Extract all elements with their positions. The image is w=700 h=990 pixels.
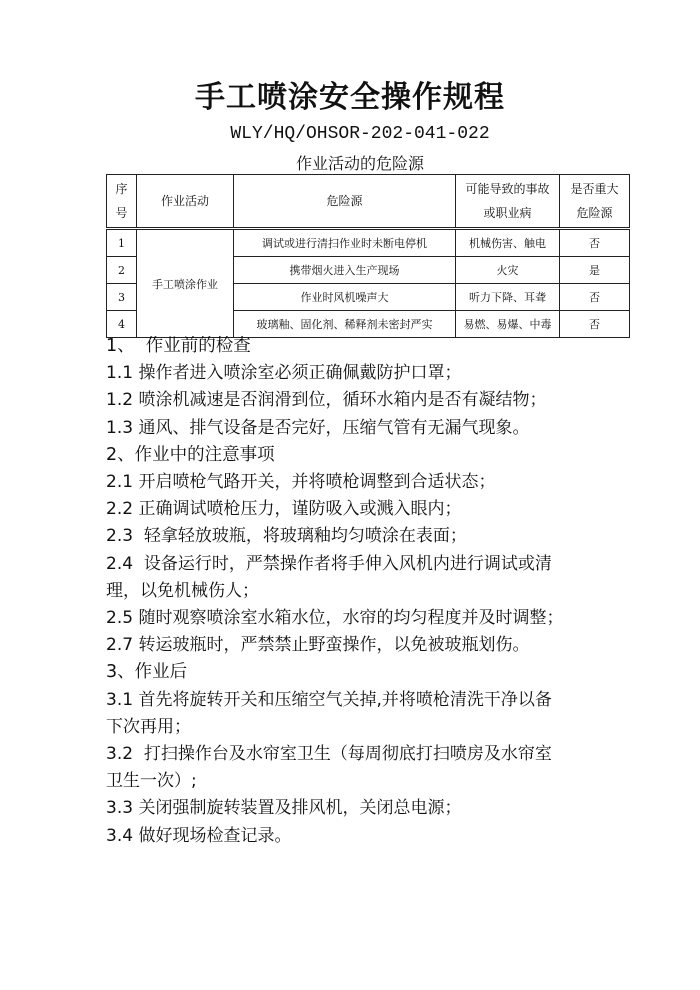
procedure-line: 3.4 做好现场检查记录。 — [106, 825, 292, 846]
section-heading: 1、 作业前的检查 — [106, 336, 251, 356]
procedure-line: 2.2 正确调试喷枪压力，谨防吸入或溅入眼内； — [106, 499, 462, 520]
row-major: 是 — [560, 257, 630, 284]
activity-cell: 手工喷涂作业 — [137, 229, 234, 338]
procedure-line: 理，以免机械伤人； — [106, 580, 259, 601]
procedure-line: 2.1 开启喷枪气路开关，并将喷枪调整到合适状态； — [106, 472, 496, 493]
header-major: 是否重大 危险源 — [560, 175, 630, 229]
procedure-line: 下次再用； — [106, 716, 191, 737]
row-hazard: 玻璃釉、固化剂、稀释剂未密封严实 — [234, 311, 456, 338]
hazard-table — [106, 174, 630, 338]
procedure-line: 2.4 设备运行时，严禁操作者将手伸入风机内进行调试或清 — [106, 553, 552, 574]
table-header-row — [107, 175, 630, 229]
row-major: 否 — [560, 311, 630, 338]
row-hazard: 携带烟火进入生产现场 — [234, 257, 456, 284]
procedure-line: 2.5 随时观察喷涂室水箱水位，水帘的均匀程度并及时调整； — [106, 608, 564, 629]
row-seq: 4 — [107, 311, 137, 338]
row-consequence: 机械伤害、触电 — [456, 229, 560, 257]
row-hazard: 调试或进行清扫作业时未断电停机 — [234, 229, 456, 257]
row-hazard: 作业时风机噪声大 — [234, 284, 456, 311]
header-consequence: 可能导致的事故 或职业病 — [456, 175, 560, 229]
table-title: 作业活动的危险源 — [295, 154, 424, 173]
document-code: WLY/HQ/OHSOR-202-041-022 — [230, 124, 490, 144]
header-activity: 作业活动 — [137, 175, 234, 229]
procedure-line: 1.2 喷涂机减速是否润滑到位，循环水箱内是否有凝结物； — [106, 390, 547, 411]
section-heading: 2、作业中的注意事项 — [106, 444, 275, 465]
procedure-line: 3.1 首先将旋转开关和压缩空气关掉,并将喷枪清洗干净以备 — [106, 689, 552, 710]
procedure-line: 1.3 通风、排气设备是否完好，压缩气管有无漏气现象。 — [106, 417, 530, 438]
row-seq: 1 — [107, 229, 137, 257]
row-consequence: 听力下降、耳聋 — [456, 284, 560, 311]
header-seq: 序 号 — [107, 175, 137, 229]
procedure-line: 1.1 操作者进入喷涂室必须正确佩戴防护口罩； — [106, 363, 462, 384]
row-consequence: 火灾 — [456, 257, 560, 284]
document-title: 手工喷涂安全操作规程 — [195, 80, 505, 115]
row-consequence: 易燃、易爆、中毒 — [456, 311, 560, 338]
row-seq: 3 — [107, 284, 137, 311]
procedure-line: 卫生一次）; — [106, 771, 197, 792]
header-hazard: 危险源 — [234, 175, 456, 229]
procedure-line: 3.3 关闭强制旋转装置及排风机，关闭总电源； — [106, 798, 462, 819]
procedure-line: 3.2 打扫操作台及水帘室卫生（每周彻底打扫喷房及水帘室 — [106, 744, 552, 765]
procedure-body — [106, 333, 606, 850]
row-seq: 2 — [107, 257, 137, 284]
procedure-line: 2.3 轻拿轻放玻瓶，将玻璃釉均匀喷涂在表面； — [106, 526, 467, 547]
section-heading: 3、作业后 — [106, 662, 188, 683]
procedure-line: 2.7 转运玻瓶时，严禁禁止野蛮操作，以免被玻瓶划伤。 — [106, 635, 530, 656]
row-major: 否 — [560, 284, 630, 311]
row-major: 否 — [560, 229, 630, 257]
table-row — [107, 229, 630, 257]
